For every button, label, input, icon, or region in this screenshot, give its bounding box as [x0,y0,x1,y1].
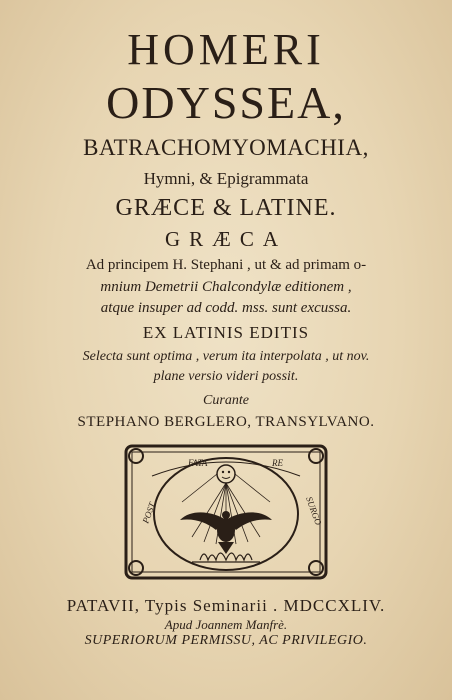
imprint-place-date: PATAVII, Typis Seminarii . MDCCXLIV. [66,596,386,615]
text-line-2: mnium Demetrii Chalcondylæ editionem , [100,279,352,295]
editor-name: STEPHANO BERGLERO, TRANSYLVANO. [77,414,375,430]
subtitle-hymni: Hymni, & Epigrammata [143,169,309,188]
motto-surgo: SURGO [304,495,324,527]
text-line-5: plane versio videri possit. [153,369,299,384]
title-homeri: HOMERI [127,25,325,74]
motto-re: RE [272,458,283,468]
phoenix-emblem [122,442,330,582]
subtitle-graece-latine: GRÆCE & LATINE. [115,195,337,221]
flames-icon [192,553,260,562]
motto-post: POST [140,501,158,525]
imprint-permission: SUPERIORUM PERMISSU, AC PRIVILEGIO. [84,633,368,648]
title-batrachomyomachia: BATRACHOMYOMACHIA, [83,135,369,160]
heading-ex-latinis: EX LATINIS EDITIS [142,323,310,342]
phoenix-icon [180,511,272,554]
text-line-4: Selecta sunt optima , verum ita interpolata , ut nov. [82,349,370,364]
text-line-1: Ad principem H. Stephani , ut & ad primam o- [85,257,367,273]
title-odyssea: ODYSSEA, [106,77,346,128]
curante-label: Curante [203,393,249,408]
imprint-printer: Apud Joannem Manfrè. [164,617,288,632]
text-line-3: atque insuper ad codd. mss. sunt excussa. [100,300,352,316]
motto-fata: FATA [188,458,208,468]
heading-graeca: GRÆCA [164,227,288,251]
